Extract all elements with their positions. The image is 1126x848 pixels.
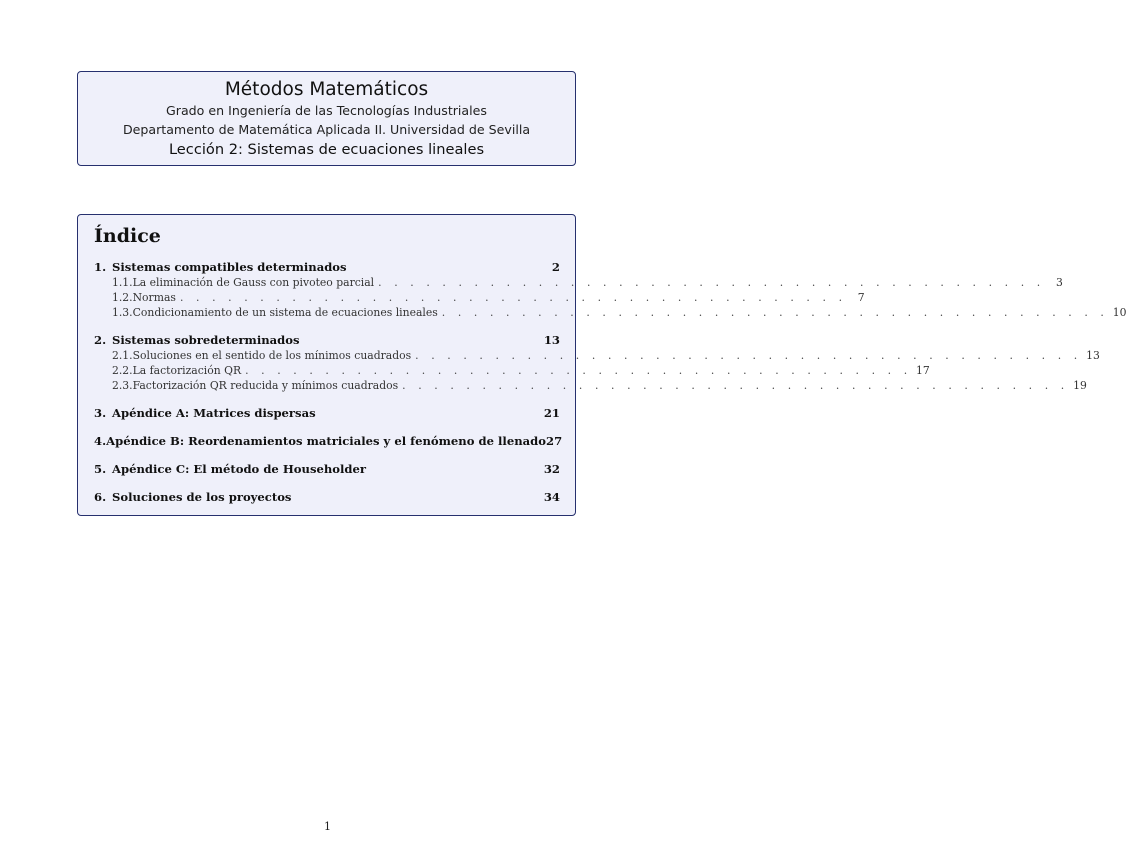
spacer	[94, 478, 560, 490]
subsection-number: 1.2.	[112, 291, 133, 304]
section-number: 4.	[94, 434, 107, 448]
subsection-number: 2.1.	[112, 349, 133, 362]
toc-subsection-1-2[interactable]	[94, 291, 865, 306]
dot-leader: . . . . . . . . . . . . . . . . . . . . . . . . . . . . . . . . . . . . . . . . . .	[245, 364, 912, 377]
spacer	[94, 321, 560, 333]
table-of-contents	[77, 214, 1126, 516]
subsection-page: 17	[916, 364, 930, 377]
document-title: Métodos Matemáticos	[224, 79, 429, 100]
toc-subsection-2-3[interactable]	[94, 379, 1087, 394]
toc-subsection-2-2[interactable]	[94, 364, 930, 379]
spacer	[94, 450, 560, 462]
department-line: Departamento de Matemática Aplicada II. Universidad de Sevilla	[122, 122, 531, 137]
dot-leader: . . . . . . . . . . . . . . . . . . . . . . . . . . . . . . . . . . . . . . . . . .	[441, 306, 1109, 319]
section-number: 3.	[94, 406, 107, 420]
subsection-number: 1.3.	[112, 306, 133, 319]
subsection-title: Factorización QR reducida y mínimos cuadrados	[132, 379, 399, 392]
toc-heading: Índice	[94, 225, 161, 247]
dot-leader: . . . . . . . . . . . . . . . . . . . . . . . . . . . . . . . . . . . . . . . . . .	[415, 349, 1082, 362]
spacer	[94, 422, 560, 434]
subsection-page: 13	[1086, 349, 1100, 362]
toc-subsection-1-1[interactable]	[94, 276, 1063, 291]
section-page: 34	[543, 490, 560, 504]
section-title: Apéndice A: Matrices dispersas	[112, 406, 316, 420]
subsection-title: Soluciones en el sentido de los mínimos cuadrados	[132, 349, 412, 362]
subsection-title: Condicionamiento de un sistema de ecuaciones lineales	[132, 306, 438, 319]
toc-section-4[interactable]	[94, 434, 563, 450]
subsection-title: La factorización QR	[132, 364, 242, 377]
section-number: 5.	[94, 462, 107, 476]
section-page: 32	[543, 462, 560, 476]
subsection-number: 2.2.	[112, 364, 133, 377]
toc-section-2[interactable]	[94, 333, 560, 349]
subsection-number: 1.1.	[112, 276, 133, 289]
section-page: 2	[551, 260, 560, 274]
section-page: 21	[543, 406, 560, 420]
subsection-page: 3	[1055, 276, 1063, 289]
subsection-page: 19	[1073, 379, 1087, 392]
dot-leader: . . . . . . . . . . . . . . . . . . . . . . . . . . . . . . . . . . . . . . . . . .	[179, 291, 847, 304]
toc-subsection-1-3[interactable]	[94, 306, 1126, 321]
subsection-number: 2.3.	[112, 379, 133, 392]
section-page: 13	[543, 333, 560, 347]
section-title: Sistemas sobredeterminados	[112, 333, 300, 347]
subsection-title: La eliminación de Gauss con pivoteo parcial	[132, 276, 375, 289]
section-page: 27	[546, 434, 563, 448]
toc-section-5[interactable]	[94, 462, 560, 478]
section-title: Soluciones de los proyectos	[112, 490, 292, 504]
title-block	[77, 71, 576, 166]
subsection-page: 10	[1112, 306, 1126, 319]
dot-leader: . . . . . . . . . . . . . . . . . . . . . . . . . . . . . . . . . . . . . . . . . .	[402, 379, 1069, 392]
section-title: Apéndice B: Reordenamientos matriciales y el fenómeno de llenado	[106, 434, 546, 448]
spacer	[94, 394, 560, 406]
toc-section-1[interactable]	[94, 260, 560, 276]
toc-section-3[interactable]	[94, 406, 560, 422]
dot-leader: . . . . . . . . . . . . . . . . . . . . . . . . . . . . . . . . . . . . . . . . . .	[378, 276, 1045, 289]
subsection-page: 7	[857, 291, 865, 304]
toc-section-6[interactable]	[94, 490, 560, 506]
page-number: 1	[324, 820, 331, 833]
section-number: 2.	[94, 333, 107, 347]
degree-line: Grado en Ingeniería de las Tecnologías Industriales	[166, 103, 487, 118]
subsection-title: Normas	[132, 291, 176, 304]
section-title: Sistemas compatibles determinados	[112, 260, 347, 274]
section-title: Apéndice C: El método de Householder	[112, 462, 367, 476]
toc-list	[94, 260, 1126, 506]
section-number: 1.	[94, 260, 107, 274]
lesson-title: Lección 2: Sistemas de ecuaciones lineales	[168, 141, 485, 158]
section-number: 6.	[94, 490, 107, 504]
toc-subsection-2-1[interactable]	[94, 349, 1100, 364]
